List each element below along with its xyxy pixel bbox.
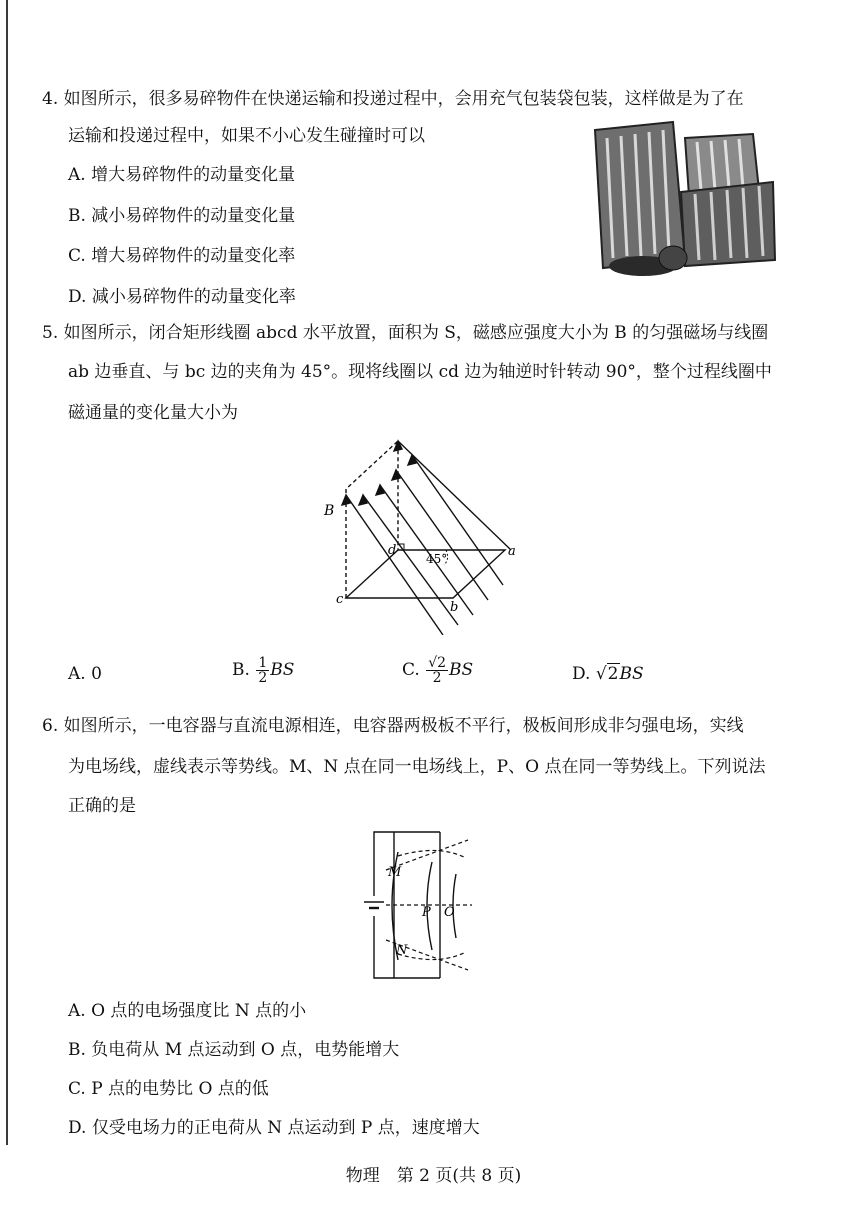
q5-option-c-fraction — [426, 656, 448, 685]
q5-option-a: A. 0 — [68, 664, 102, 684]
binding-margin-line — [6, 0, 8, 1145]
label-O: O — [444, 905, 455, 920]
q5-option-b-suffix: BS — [270, 660, 295, 680]
label-d: d — [388, 543, 397, 558]
page-footer: 物理 第 2 页(共 8 页) — [345, 1166, 522, 1186]
q5-option-c-prefix: C. — [402, 660, 426, 680]
q4-option-a: A. 增大易碎物件的动量变化量 — [68, 165, 296, 185]
label-N: N — [396, 943, 408, 958]
label-angle-45: 45° — [426, 552, 448, 566]
q5-stem-line-2: ab 边垂直、与 bc 边的夹角为 45°。现将线圈以 cd 边为轴逆时针转动 90°，整个过程线圈中 — [68, 362, 772, 382]
q5-option-b-prefix: B. — [232, 660, 256, 680]
label-c: c — [336, 592, 344, 607]
q5-coil-magnetic-field-figure — [318, 435, 533, 635]
q5-option-d-prefix: D. √ — [572, 664, 607, 684]
q5-option-c-numerator: √2 — [428, 655, 447, 671]
q5-stem-line-1: 5. 如图所示，闭合矩形线圈 abcd 水平放置，面积为 S，磁感应强度大小为 B 的匀强磁场与线圈 — [42, 323, 769, 343]
label-a: a — [508, 544, 516, 559]
q6-option-a: A. O 点的电场强度比 N 点的小 — [68, 1001, 307, 1021]
label-B: B — [324, 503, 335, 519]
q5-option-b-fraction — [256, 656, 269, 685]
label-M: M — [388, 865, 402, 880]
label-P: P — [422, 905, 431, 920]
q5-option-d — [572, 663, 644, 685]
label-b: b — [450, 600, 459, 615]
q5-option-d-suffix: BS — [619, 664, 644, 684]
q5-option-b-numerator: 1 — [258, 655, 268, 671]
q5-option-d-root: 2 — [607, 664, 619, 684]
q6-stem-line-3: 正确的是 — [68, 796, 136, 816]
q4-option-c: C. 增大易碎物件的动量变化率 — [68, 246, 296, 266]
q4-stem-line-1: 4. 如图所示，很多易碎物件在快递运输和投递过程中，会用充气包装袋包装，这样做是为了在 — [42, 89, 744, 109]
q5-option-b — [232, 656, 294, 685]
q5-option-c-suffix: BS — [449, 660, 474, 680]
q4-option-d: D. 减小易碎物件的动量变化率 — [68, 287, 296, 307]
q6-option-b: B. 负电荷从 M 点运动到 O 点，电势能增大 — [68, 1040, 400, 1060]
q5-option-c — [402, 656, 473, 685]
q5-option-c-denominator: 2 — [432, 670, 442, 686]
q6-option-c: C. P 点的电势比 O 点的低 — [68, 1079, 269, 1099]
air-packaging-photo — [573, 120, 778, 278]
q5-stem-line-3: 磁通量的变化量大小为 — [68, 403, 238, 423]
q6-option-d: D. 仅受电场力的正电荷从 N 点运动到 P 点，速度增大 — [68, 1118, 480, 1138]
q6-capacitor-field-figure — [358, 828, 478, 983]
q4-stem-line-2: 运输和投递过程中，如果不小心发生碰撞时可以 — [68, 126, 425, 146]
q6-stem-line-2: 为电场线，虚线表示等势线。M、N 点在同一电场线上，P、O 点在同一等势线上。下列说法 — [68, 757, 766, 777]
q5-option-b-denominator: 2 — [258, 670, 268, 686]
q4-option-b: B. 减小易碎物件的动量变化量 — [68, 206, 296, 226]
q6-stem-line-1: 6. 如图所示，一电容器与直流电源相连，电容器两极板不平行，极板间形成非匀强电场，实线 — [42, 716, 744, 736]
